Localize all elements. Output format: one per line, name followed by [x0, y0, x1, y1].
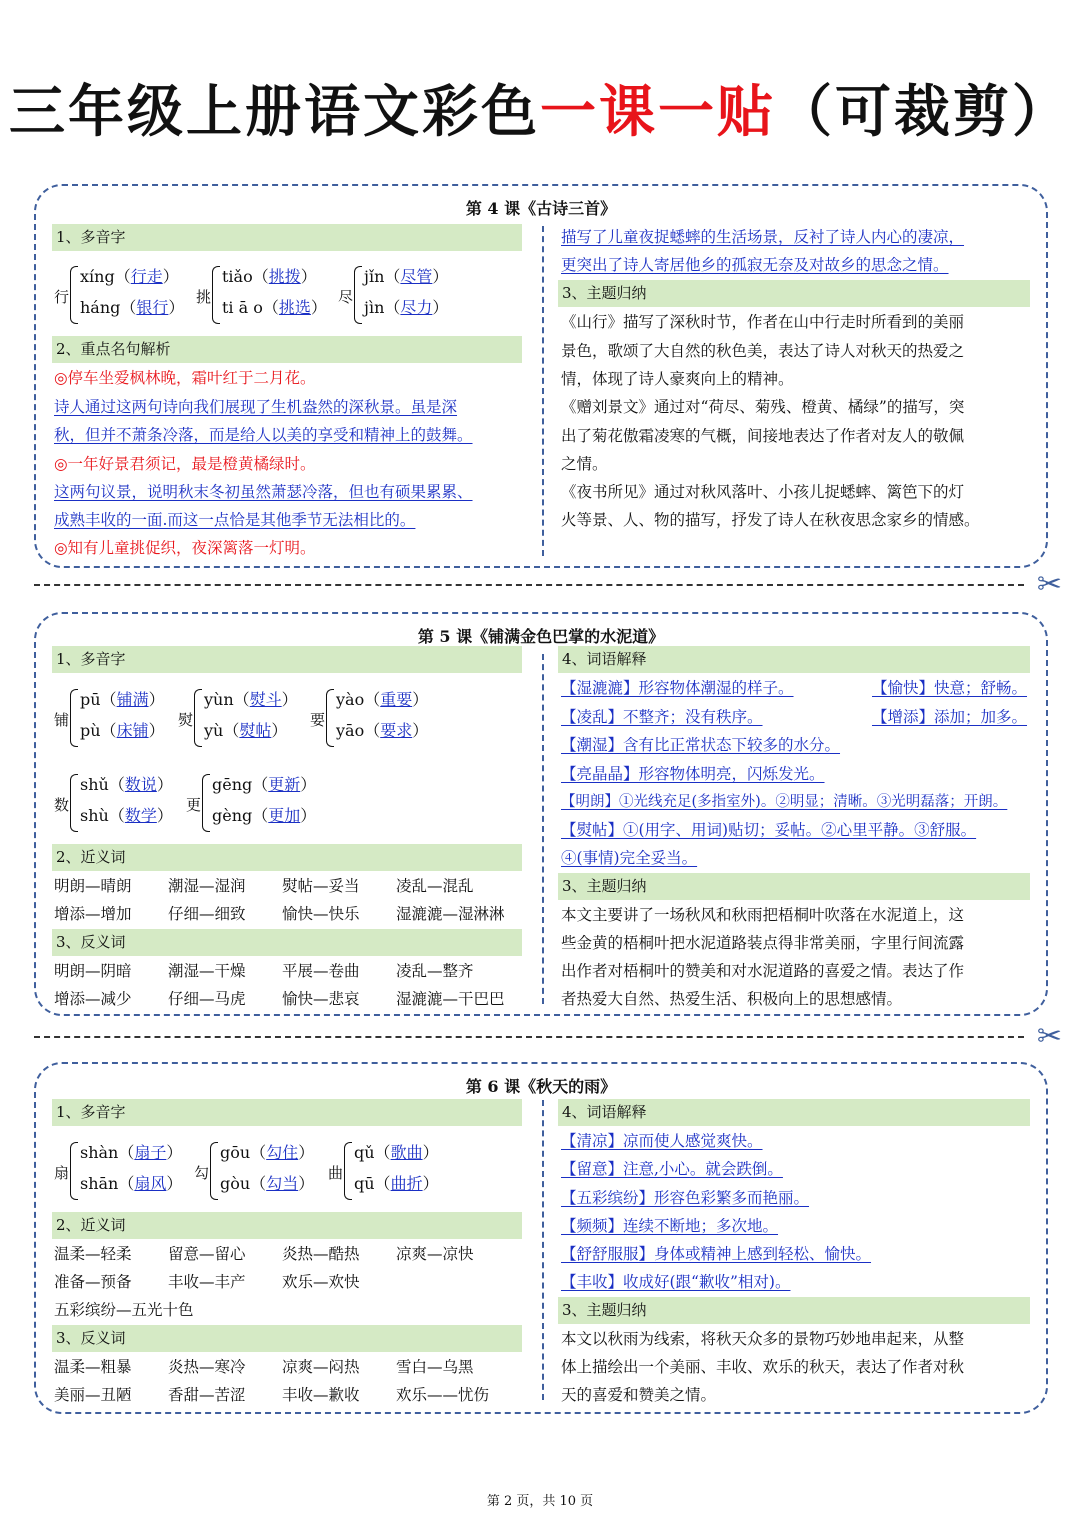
analysis-line: 诗人通过这两句诗向我们展现了生机盎然的深秋景。虽是深	[54, 398, 458, 416]
vocab-line: 【熨帖】①(用字、用词)贴切；妥帖。②心里平静。③舒服。	[561, 821, 977, 839]
lesson6-card	[34, 1062, 1048, 1414]
theme-line: 出了菊花傲霜凌寒的气概，间接地表达了作者对友人的敬佩	[561, 427, 965, 445]
title-part3: （可裁剪）	[776, 80, 1071, 145]
lesson4-title: 第 4 课《古诗三首》	[465, 199, 617, 218]
poly-reading-2: jìn（尽力）	[364, 298, 449, 317]
word-pair: 熨帖—妥当	[282, 877, 360, 895]
vocab-line: 【湿漉漉】形容物体潮湿的样子。	[561, 679, 794, 697]
analysis-line: 秋，但并不萧条冷落，而是给人以美的享受和精神上的鼓舞。	[54, 426, 473, 444]
quote-line: ◎知有儿童挑促织，夜深篱落一灯明。	[54, 539, 316, 557]
lesson6-syn-header: 2、近义词	[52, 1212, 522, 1239]
page-footer: 第 2 页，共 10 页	[486, 1494, 594, 1509]
vocab-line: ④(事情)完全妥当。	[561, 849, 698, 867]
brace-icon	[194, 689, 202, 747]
word-pair: 增添—增加	[54, 905, 132, 923]
word-pair: 温柔—轻柔	[54, 1245, 132, 1263]
word-pair: 增添—减少	[54, 990, 132, 1008]
scissors-icon: ✂	[1036, 1019, 1062, 1054]
poly-char: 尽	[338, 288, 354, 306]
brace-icon	[326, 689, 334, 747]
brace-icon	[210, 1142, 218, 1200]
vocab-line: 【亮晶晶】形容物体明亮，闪烁发光。	[561, 765, 825, 783]
theme-line: 《夜书所见》通过对秋风落叶、小孩儿捉蟋蟀、篱笆下的灯	[561, 483, 965, 501]
word-pair: 潮湿—湿润	[168, 877, 246, 895]
analysis-line: 描写了儿童夜捉蟋蟀的生活场景，反衬了诗人内心的凄凉，	[561, 228, 965, 246]
theme-line: 《山行》描写了深秋时节，作者在山中行走时所看到的美丽	[561, 313, 965, 331]
analysis-line: 这两句议景，说明秋末冬初虽然萧瑟冷落，但也有硕果累累、	[54, 483, 473, 501]
quote-line: ◎一年好景君须记，最是橙黄橘绿时。	[54, 455, 316, 473]
word-pair: 丰收—歉收	[282, 1386, 360, 1404]
poly-reading-2: shān（扇风）	[80, 1174, 183, 1193]
poly-char: 行	[54, 288, 70, 306]
theme-line: 天的喜爱和赞美之情。	[561, 1386, 717, 1404]
analysis-line: 更突出了诗人寄居他乡的孤寂无奈及对故乡的思念之情。	[561, 256, 949, 274]
word-pair: 湿漉漉—干巴巴	[396, 990, 505, 1008]
word-pair: 雪白—乌黑	[396, 1358, 474, 1376]
poly-char: 熨	[178, 711, 194, 729]
cut-line	[34, 584, 1024, 586]
lesson4-card	[34, 184, 1048, 568]
lesson4-analysis-header: 2、重点名句解析	[52, 336, 522, 363]
poly-reading-2: ti ā o（挑选）	[222, 298, 327, 317]
poly-char: 要	[310, 711, 326, 729]
lesson4-theme-header: 3、主题归纳	[558, 280, 1030, 307]
theme-line: 之情。	[561, 455, 608, 473]
vocab-line: 【凌乱】不整齐；没有秩序。	[561, 708, 763, 726]
vocab-line: 【增添】添加；加多。	[872, 708, 1028, 726]
poly-reading-1: jǐn（尽管）	[364, 267, 449, 286]
theme-line: 《赠刘景文》通过对“荷尽、菊残、橙黄、橘绿”的描写，突	[561, 398, 965, 416]
word-pair: 欢乐——忧伤	[396, 1386, 490, 1404]
brace-icon	[354, 266, 362, 324]
theme-line: 者热爱大自然、热爱生活、积极向上的思想感情。	[561, 990, 903, 1008]
brace-icon	[70, 1142, 78, 1200]
lesson5-ant-header: 3、反义词	[52, 929, 522, 956]
brace-icon	[70, 689, 78, 747]
theme-line: 本文以秋雨为线索，将秋天众多的景物巧妙地串起来，从整	[561, 1330, 965, 1348]
word-pair: 准备—预备	[54, 1273, 132, 1291]
poly-reading-2: gèng（更加）	[212, 806, 317, 825]
poly-reading-1: shàn（扇子）	[80, 1143, 183, 1162]
lesson5-title: 第 5 课《铺满金色巴掌的水泥道》	[417, 627, 665, 646]
poly-reading-1: shǔ（数说）	[80, 775, 173, 794]
column-divider	[542, 654, 544, 1004]
theme-line: 景色，歌颂了大自然的秋色美，表达了诗人对秋天的热爱之	[561, 342, 965, 360]
column-divider	[542, 226, 544, 556]
vocab-line: 【明朗】①光线充足(多指室外)。②明显；清晰。③光明磊落；开朗。	[561, 794, 1008, 810]
lesson5-theme-header: 3、主题归纳	[558, 873, 1030, 900]
theme-line: 火等景、人、物的描写，抒发了诗人在秋夜思念家乡的情感。	[561, 511, 980, 529]
title-part1: 三年级上册语文彩色	[9, 80, 540, 145]
lesson4-poly-header: 1、多音字	[52, 224, 522, 251]
word-pair: 平展—卷曲	[282, 962, 360, 980]
vocab-line: 【频频】连续不断地；多次地。	[561, 1217, 779, 1235]
lesson5-vocab-header: 4、词语解释	[558, 646, 1030, 673]
vocab-line: 【丰收】收成好(跟“歉收”相对)。	[561, 1273, 791, 1291]
brace-icon	[70, 266, 78, 324]
poly-char: 扇	[54, 1164, 70, 1182]
poly-reading-2: yù（熨帖）	[204, 721, 288, 740]
lesson6-ant-header: 3、反义词	[52, 1325, 522, 1352]
word-pair: 炎热—寒冷	[168, 1358, 246, 1376]
poly-reading-1: xíng（行走）	[80, 267, 179, 286]
theme-line: 些金黄的梧桐叶把水泥道路装点得非常美丽，字里行间流露	[561, 934, 965, 952]
poly-reading-1: gēng（更新）	[212, 775, 317, 794]
title-part2: 一课一贴	[540, 80, 776, 145]
lesson6-title: 第 6 课《秋天的雨》	[465, 1077, 617, 1096]
poly-reading-2: gòu（勾当）	[220, 1174, 315, 1193]
lesson5-card	[34, 612, 1048, 1016]
word-pair: 美丽—丑陋	[54, 1386, 132, 1404]
poly-reading-1: yào（重要）	[336, 690, 429, 709]
poly-reading-2: háng（银行）	[80, 298, 185, 317]
brace-icon	[344, 1142, 352, 1200]
theme-line: 出作者对梧桐叶的赞美和对水泥道路的喜爱之情。表达了作	[561, 962, 965, 980]
poly-char: 更	[186, 796, 202, 814]
theme-line: 体上描绘出一个美丽、丰收、欢乐的秋天，表达了作者对秋	[561, 1358, 965, 1376]
vocab-line: 【清凉】凉而使人感觉爽快。	[561, 1132, 763, 1150]
word-pair: 愉快—悲哀	[282, 990, 360, 1008]
poly-reading-1: gōu（勾住）	[220, 1143, 315, 1162]
word-pair: 愉快—快乐	[282, 905, 360, 923]
vocab-line: 【留意】注意,小心。就会跌倒。	[561, 1160, 783, 1178]
poly-reading-1: pū（铺满）	[80, 690, 165, 709]
word-pair: 凉爽—闷热	[282, 1358, 360, 1376]
word-pair: 凉爽—凉快	[396, 1245, 474, 1263]
poly-reading-2: shù（数学）	[80, 806, 173, 825]
lesson5-syn-header: 2、近义词	[52, 844, 522, 871]
vocab-line: 【潮湿】含有比正常状态下较多的水分。	[561, 736, 841, 754]
brace-icon	[70, 774, 78, 832]
quote-line: ◎停车坐爱枫林晚，霜叶红于二月花。	[54, 369, 316, 387]
poly-reading-2: qū（曲折）	[354, 1174, 439, 1193]
word-pair: 欢乐—欢快	[282, 1273, 360, 1291]
brace-icon	[202, 774, 210, 832]
word-pair: 留意—留心	[168, 1245, 246, 1263]
poly-char: 铺	[54, 711, 70, 729]
vocab-line: 【愉快】快意；舒畅。	[872, 679, 1028, 697]
poly-reading-2: yāo（要求）	[336, 721, 429, 740]
theme-line: 本文主要讲了一场秋风和秋雨把梧桐叶吹落在水泥道上，这	[561, 906, 965, 924]
word-pair: 香甜—苦涩	[168, 1386, 246, 1404]
word-pair: 丰收—丰产	[168, 1273, 246, 1291]
word-pair: 明朗—晴朗	[54, 877, 132, 895]
word-pair: 明朗—阴暗	[54, 962, 132, 980]
theme-line: 情，体现了诗人豪爽向上的精神。	[561, 370, 794, 388]
analysis-line: 成熟丰收的一面.而这一点恰是其他季节无法相比的。	[54, 511, 416, 529]
lesson5-poly-header: 1、多音字	[52, 646, 522, 673]
poly-reading-1: tiǎo（挑拨）	[222, 267, 317, 286]
lesson6-theme-header: 3、主题归纳	[558, 1297, 1030, 1324]
poly-char: 曲	[328, 1164, 344, 1182]
word-pair: 仔细—细致	[168, 905, 246, 923]
word-pair: 湿漉漉—湿淋淋	[396, 905, 505, 923]
word-pair: 温柔—粗暴	[54, 1358, 132, 1376]
brace-icon	[212, 266, 220, 324]
vocab-line: 【五彩缤纷】形容色彩繁多而艳丽。	[561, 1189, 810, 1207]
word-pair: 凌乱—混乱	[396, 877, 474, 895]
poly-char: 挑	[196, 288, 212, 306]
lesson6-vocab-header: 4、词语解释	[558, 1099, 1030, 1126]
word-pair: 五彩缤纷—五光十色	[54, 1301, 194, 1319]
column-divider	[542, 1100, 544, 1400]
poly-reading-2: pù（床铺）	[80, 721, 165, 740]
cut-line	[34, 1036, 1024, 1038]
vocab-line: 【舒舒服服】身体或精神上感到轻松、愉快。	[561, 1245, 872, 1263]
lesson6-poly-header: 1、多音字	[52, 1099, 522, 1126]
word-pair: 潮湿—干燥	[168, 962, 246, 980]
word-pair: 炎热—酷热	[282, 1245, 360, 1263]
poly-char: 勾	[194, 1164, 210, 1182]
scissors-icon: ✂	[1036, 567, 1062, 602]
poly-char: 数	[54, 796, 70, 814]
word-pair: 凌乱—整齐	[396, 962, 474, 980]
page-title	[0, 78, 1080, 148]
poly-reading-1: qǔ（歌曲）	[354, 1143, 439, 1162]
word-pair: 仔细—马虎	[168, 990, 246, 1008]
poly-reading-1: yùn（熨斗）	[204, 690, 298, 709]
